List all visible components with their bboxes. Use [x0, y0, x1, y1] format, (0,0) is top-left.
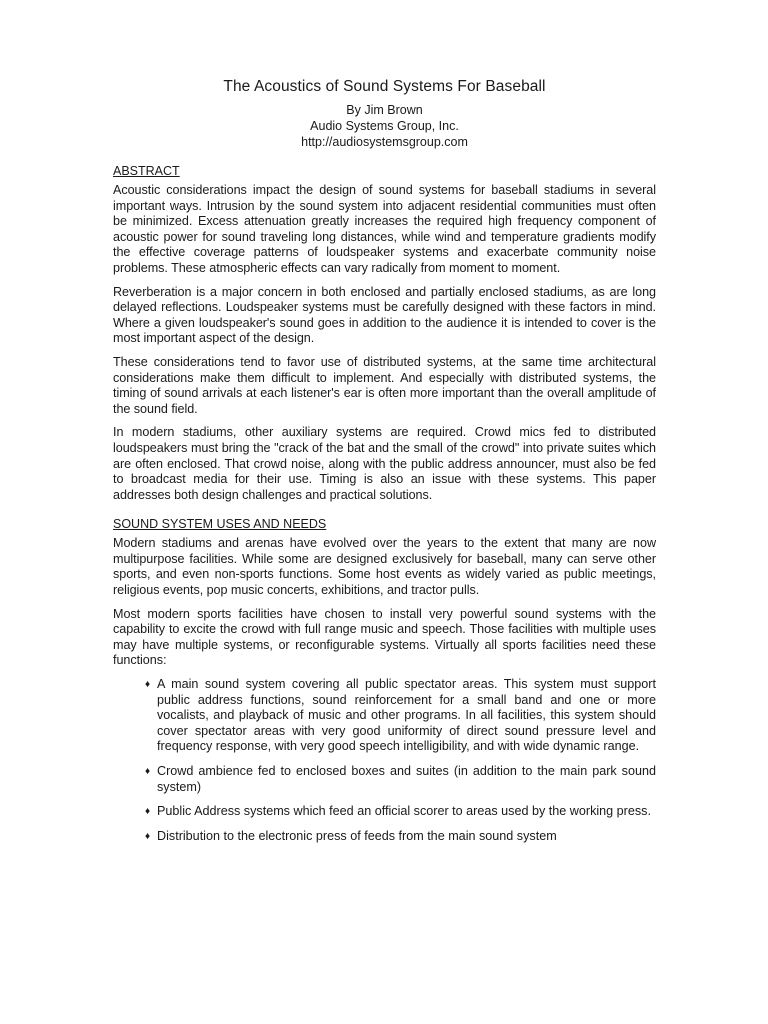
diamond-bullet-icon: ♦	[145, 806, 151, 818]
paragraph: Most modern sports facilities have chosen to install very powerful sound systems with the capability to excite the crowd with full range music and speech. Those facilities with multiple uses may have multiple systems, or reconfigurable systems. Virtually all sports facilities need these functions:	[113, 606, 656, 668]
author-name: By Jim Brown	[346, 103, 423, 117]
list-item	[145, 829, 656, 845]
section-uses-and-needs	[113, 516, 656, 844]
diamond-bullet-icon: ♦	[145, 679, 151, 691]
paragraph: In modern stadiums, other auxiliary systems are required. Crowd mics fed to distributed loudspeakers must bring the "crack of the bat and the small of the crowd" into private suites which are often enclosed. That crowd noise, along with the public address announcer, must also be fed to broadcast media for their use. Timing is also an issue with these systems. This paper addresses both design challenges and practical solutions.	[113, 425, 656, 502]
list-item	[145, 804, 656, 820]
author-url: http://audiosystemsgroup.com	[301, 135, 468, 149]
section-heading: ABSTRACT	[113, 164, 180, 178]
paragraph: Acoustic considerations impact the design of sound systems for baseball stadiums in several important ways. Intrusion by the sound system into adjacent residential communities must often be minimized. Excess attenuation greatly increases the required high frequency component of acoustic power for sound traveling long distances, while wind and temperature gradients modify the effective coverage patterns of loudspeaker systems and exacerbate community noise problems. These atmospheric effects can vary radically from moment to moment.	[113, 183, 656, 275]
list-item	[145, 677, 656, 755]
paragraph: Modern stadiums and arenas have evolved over the years to the extent that many are now multipurpose facilities. While some are designed exclusively for baseball, many can serve other sports, and even non-sports functions. Some host events as widely varied as public meetings, religious events, pop music concerts, exhibitions, and tractor pulls.	[113, 536, 656, 598]
list-item-text: Crowd ambience fed to enclosed boxes and suites (in addition to the main park sound system)	[157, 764, 656, 794]
list-item-text: Distribution to the electronic press of feeds from the main sound system	[157, 828, 557, 843]
section-heading: SOUND SYSTEM USES AND NEEDS	[113, 517, 327, 532]
byline	[113, 102, 656, 150]
paragraph: Reverberation is a major concern in both enclosed and partially enclosed stadiums, as are long delayed reflections. Loudspeaker systems must be carefully designed with these factors in mind. Where a given loudspeaker's sound goes in addition to the audience it is intended to cover is the most important aspect of the design.	[113, 284, 656, 346]
list-item-text: Public Address systems which feed an official scorer to areas used by the working press.	[157, 804, 651, 819]
diamond-bullet-icon: ♦	[145, 766, 151, 777]
list-item-text: A main sound system covering all public spectator areas. This system must support public address functions, sound reinforcement for a small band and one or more vocalists, and playback of music and other programs. In all facilities, this system should cover spectator areas with very good uniformity of direct sound pressure level and frequency response, with very good speech intelligibility, and with wide dynamic range.	[157, 677, 656, 754]
document-page	[113, 78, 656, 853]
bullet-list	[145, 677, 656, 844]
paragraph: These considerations tend to favor use of distributed systems, at the same time architectural considerations make them difficult to implement. And especially with distributed systems, the timing of sound arrivals at each listener's ear is often more important than the overall amplitude of the sound field.	[113, 354, 656, 416]
document-title: The Acoustics of Sound Systems For Baseball	[223, 78, 546, 95]
diamond-bullet-icon: ♦	[145, 830, 151, 842]
list-item	[145, 764, 656, 795]
author-affiliation: Audio Systems Group, Inc.	[310, 119, 459, 133]
section-abstract	[113, 163, 656, 503]
